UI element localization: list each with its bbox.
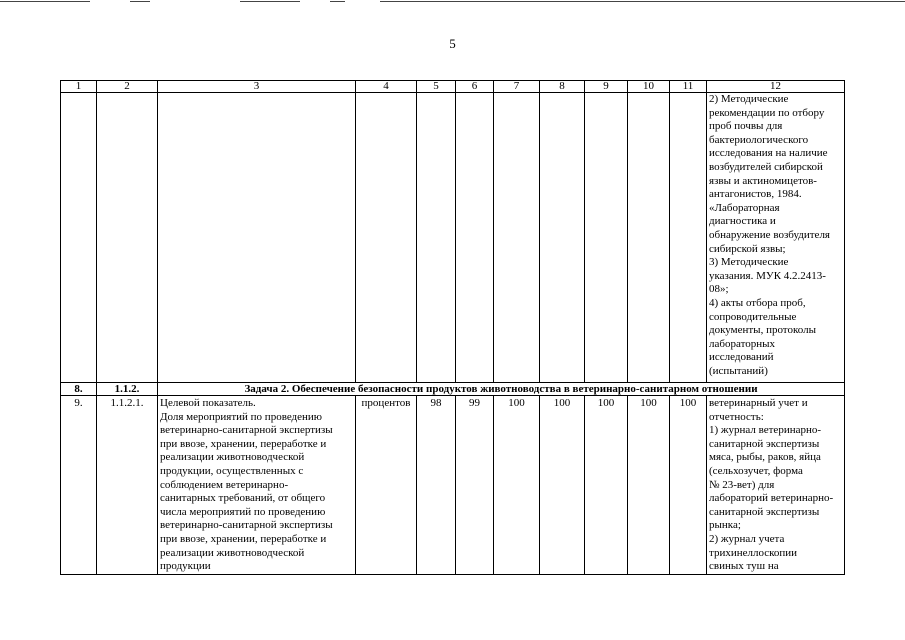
text-line: трихинеллоскопии: [709, 546, 798, 559]
text-line: лабораторных: [709, 337, 776, 350]
value-cell: 100: [585, 396, 628, 575]
text-line: документы, протоколы: [709, 324, 816, 337]
text-line: рекомендации по отбору: [709, 106, 825, 119]
unit-cell: процентов: [356, 396, 417, 575]
text-line: «Лабораторная: [709, 201, 780, 214]
row-num: 9.: [61, 396, 97, 575]
task-title: Задача 2. Обеспечение безопасности продуктов животноводства в ветеринарно-санитарном отношении: [158, 383, 845, 396]
header-cell: 3: [158, 81, 356, 93]
text-line: исследования на наличие: [709, 147, 828, 160]
text-line: реализации животноводческой: [160, 451, 305, 464]
text-line: возбудителей сибирской: [709, 160, 823, 173]
text-line: сибирской язвы;: [709, 242, 786, 255]
header-cell: 5: [417, 81, 456, 93]
header-cell: 12: [707, 81, 845, 93]
continuation-source-cell: [707, 93, 845, 383]
value-cell: 99: [456, 396, 494, 575]
scan-top-edge: [0, 0, 905, 4]
text-line: продукции, осуществленных с: [160, 464, 304, 477]
value-cell: 100: [540, 396, 585, 575]
text-line: 2) журнал учета: [709, 532, 785, 545]
text-line: диагностика и: [709, 215, 776, 228]
text-line: числа мероприятий по проведению: [160, 505, 326, 518]
value-cell: 100: [494, 396, 540, 575]
text-line: при ввозе, хранении, переработке и: [160, 532, 327, 545]
value-cell: 98: [417, 396, 456, 575]
text-line: обнаружение возбудителя: [709, 228, 830, 241]
text-line: санитарной экспертизы: [709, 505, 820, 518]
text-line: указания. МУК 4.2.2413-: [709, 269, 826, 282]
header-cell: 7: [494, 81, 540, 93]
text-line: бактериологического: [709, 133, 809, 146]
text-line: 4) акты отбора проб,: [709, 296, 806, 309]
page-number: 5: [449, 36, 456, 51]
text-line: свиных туш на: [709, 560, 779, 573]
text-line: санитарных требований, от общего: [160, 492, 326, 505]
row-code: 1.1.2.1.: [97, 396, 158, 575]
text-line: соблюдением ветеринарно-: [160, 478, 289, 491]
text-line: исследований: [709, 351, 774, 364]
task-code: 1.1.2.: [97, 383, 158, 396]
text-line: № 23-вет) для: [709, 478, 775, 491]
text-line: отчетность:: [709, 410, 764, 423]
header-cell: 2: [97, 81, 158, 93]
value-cell: 100: [670, 396, 707, 575]
text-line: 2) Методические: [709, 93, 789, 105]
text-line: продукции: [160, 560, 211, 573]
text-line: мяса, рыбы, раков, яйца: [709, 451, 821, 464]
indicator-description: [158, 396, 356, 575]
text-line: (испытаний): [709, 364, 768, 377]
header-cell: 8: [540, 81, 585, 93]
text-line: ветеринарно-санитарной экспертизы: [160, 519, 333, 532]
text-line: 08»;: [709, 283, 729, 296]
text-line: рынка;: [709, 519, 741, 532]
text-line: санитарной экспертизы: [709, 437, 820, 450]
text-line: сопроводительные: [709, 310, 797, 323]
header-cell: 9: [585, 81, 628, 93]
text-line: при ввозе, хранении, переработке и: [160, 437, 327, 450]
text-line: ветеринарный учет и: [709, 397, 808, 409]
text-line: 1) журнал ветеринарно-: [709, 424, 822, 437]
text-line: Доля мероприятий по проведению: [160, 410, 323, 423]
text-line: лабораторий ветеринарно-: [709, 492, 834, 505]
continuation-row: [61, 93, 845, 383]
text-line: ветеринарно-санитарной экспертизы: [160, 424, 333, 437]
header-cell: 10: [628, 81, 670, 93]
text-line: 3) Методические: [709, 256, 789, 269]
header-cell: 6: [456, 81, 494, 93]
program-table: [60, 80, 845, 575]
task-num: 8.: [61, 383, 97, 396]
value-cell: 100: [628, 396, 670, 575]
table-row: [61, 396, 845, 575]
source-cell: [707, 396, 845, 575]
text-line: проб почвы для: [709, 120, 783, 133]
task-row: [61, 383, 845, 396]
header-row: [61, 81, 845, 93]
text-line: реализации животноводческой: [160, 546, 305, 559]
header-cell: 1: [61, 81, 97, 93]
header-cell: 11: [670, 81, 707, 93]
text-line: язвы и актиномицетов-: [709, 174, 817, 187]
text-line: антагонистов, 1984.: [709, 188, 802, 201]
text-line: Целевой показатель.: [160, 397, 256, 409]
header-cell: 4: [356, 81, 417, 93]
text-line: (сельхозучет, форма: [709, 464, 803, 477]
